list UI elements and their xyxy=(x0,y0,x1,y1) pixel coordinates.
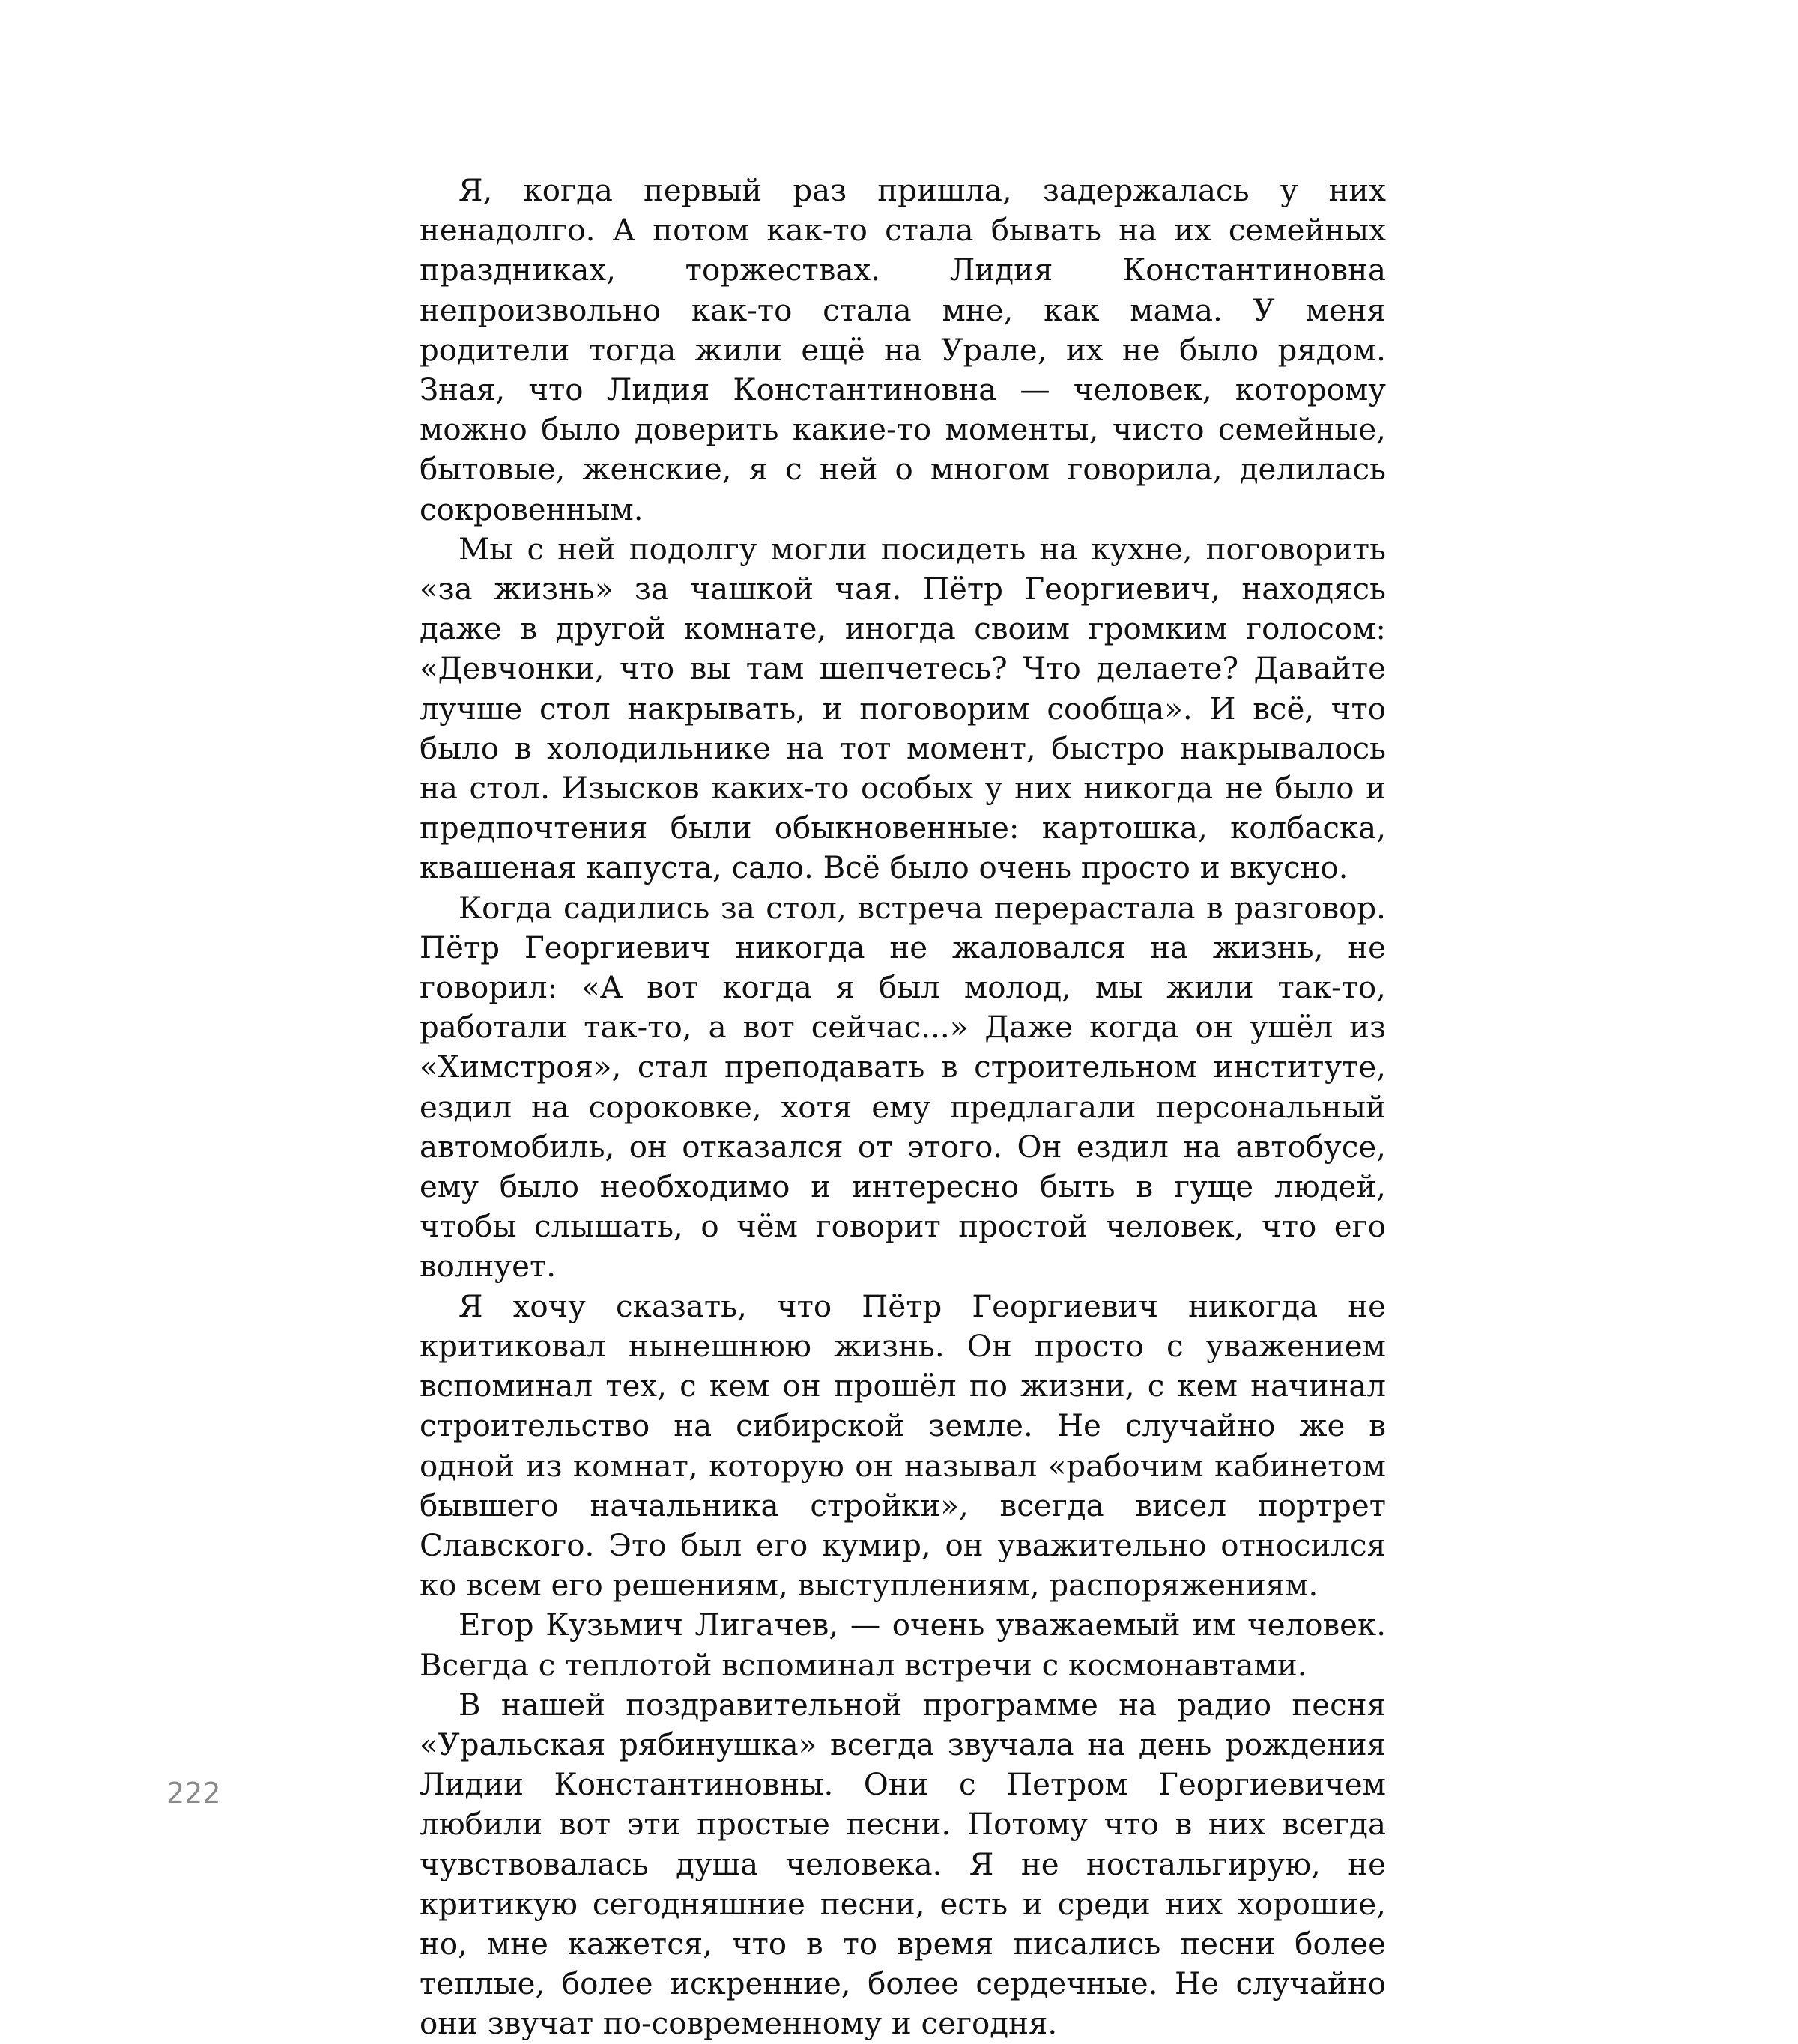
paragraph-1: Я, когда первый раз пришла, задержалась у них ненадолго. А потом как-то стала бывать на их семейных праздниках, торжествах. Лидия Константиновна непроизвольно как-то стала мне, как мама. У меня родители тогда жили ещё на Урале, их не было рядом. Зная, что Лидия Константиновна — человек, которому можно было доверить какие-то моменты, чисто семейные, бытовые, женские, я с ней о многом говорила, делилась сокровенным. xyxy=(420,173,1386,527)
paragraph-3: Когда садились за стол, встреча перерастала в разговор. Пётр Георгиевич никогда не жаловался на жизнь, не говорил: «А вот когда я был молод, мы жили так-то, работали так-то, а вот сейчас...» Даже когда он ушёл из «Химстроя», стал преподавать в строительном институте, ездил на сороковке, хотя ему предлагали персональный автомобиль, он отказался от этого. Он ездил на автобусе, ему было необходимо и интересно быть в гуще людей, чтобы слышать, о чём говорит простой человек, что его волнует. xyxy=(420,890,1386,1285)
paragraph-4: Я хочу сказать, что Пётр Георгиевич никогда не критиковал нынешнюю жизнь. Он просто с уважением вспоминал тех, с кем он прошёл по жизни, с кем начинал строительство на сибирской земле. Не случайно же в одной из комнат, которую он называл «рабочим кабинетом бывшего начальника стройки», всегда висел портрет Славского. Это был его кумир, он уважительно относился ко всем его решениям, выступлениям, распоряжениям. xyxy=(420,1288,1386,1604)
paragraph-6: В нашей поздравительной программе на радио песня «Уральская рябинушка» всегда звучала на день рождения Лидии Константиновны. Они с Петром Георгиевичем любили вот эти простые песни. Потому что в них всегда чувствовалась душа человека. Я не ностальгирую, не критикую сегодняшние песни, есть и среди них хорошие, но, мне кажется, что в то время писались песни более теплые, более искренние, более сердечные. Не случайно они звучат по-современному и сегодня. xyxy=(420,1687,1386,2042)
paragraph-2: Мы с ней подолгу могли посидеть на кухне, поговорить «за жизнь» за чашкой чая. Пётр Георгиевич, находясь даже в другой комнате, иногда своим громким голосом: «Девчонки, что вы там шепчетесь? Что делаете? Давайте лучше стол накрывать, и поговорим сообща». И всё, что было в холодильнике на тот момент, быстро накрывалось на стол. Изысков каких-то особых у них никогда не было и предпочтения были обыкновенные: картошка, колбаска, квашеная капуста, сало. Всё было очень просто и вкусно. xyxy=(420,531,1386,886)
paragraph-5: Егор Кузьмич Лигачев, — очень уважаемый им человек. Всегда с теплотой вспоминал встречи с космонавтами. xyxy=(420,1607,1386,1683)
page-number: 222 xyxy=(166,1777,221,1810)
body-text xyxy=(420,171,1386,2044)
